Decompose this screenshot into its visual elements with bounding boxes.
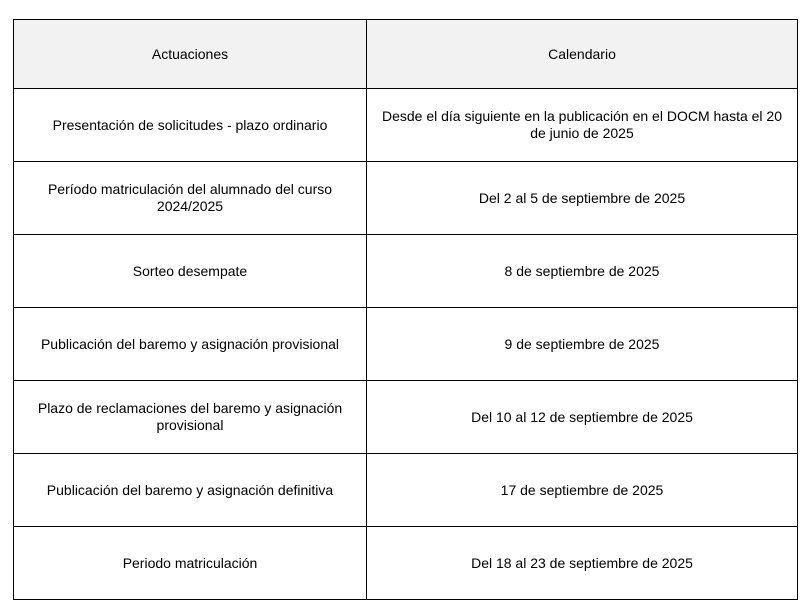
table-body: [14, 89, 798, 600]
calendario-cell: Del 2 al 5 de septiembre de 2025: [367, 162, 798, 235]
actuacion-cell: Periodo matriculación: [14, 527, 367, 600]
actuacion-cell: Sorteo desempate: [14, 235, 367, 308]
table-row: [14, 235, 798, 308]
table-row: [14, 308, 798, 381]
calendario-cell: Desde el día siguiente en la publicación en el DOCM hasta el 20 de junio de 2025: [367, 89, 798, 162]
table-row: [14, 527, 798, 600]
calendario-cell: 17 de septiembre de 2025: [367, 454, 798, 527]
table-row: [14, 381, 798, 454]
actuacion-cell: Publicación del baremo y asignación provisional: [14, 308, 367, 381]
actuacion-cell: Publicación del baremo y asignación definitiva: [14, 454, 367, 527]
schedule-table: [13, 19, 798, 600]
calendario-cell: Del 10 al 12 de septiembre de 2025: [367, 381, 798, 454]
header-row: [14, 20, 798, 89]
actuacion-cell: Presentación de solicitudes - plazo ordinario: [14, 89, 367, 162]
table-row: [14, 89, 798, 162]
header-actuaciones: Actuaciones: [14, 20, 367, 89]
actuacion-cell: Período matriculación del alumnado del curso 2024/2025: [14, 162, 367, 235]
table-header: [14, 20, 798, 89]
table-row: [14, 454, 798, 527]
table-row: [14, 162, 798, 235]
calendario-cell: 9 de septiembre de 2025: [367, 308, 798, 381]
calendario-cell: 8 de septiembre de 2025: [367, 235, 798, 308]
header-calendario: Calendario: [367, 20, 798, 89]
actuacion-cell: Plazo de reclamaciones del baremo y asignación provisional: [14, 381, 367, 454]
calendario-cell: Del 18 al 23 de septiembre de 2025: [367, 527, 798, 600]
